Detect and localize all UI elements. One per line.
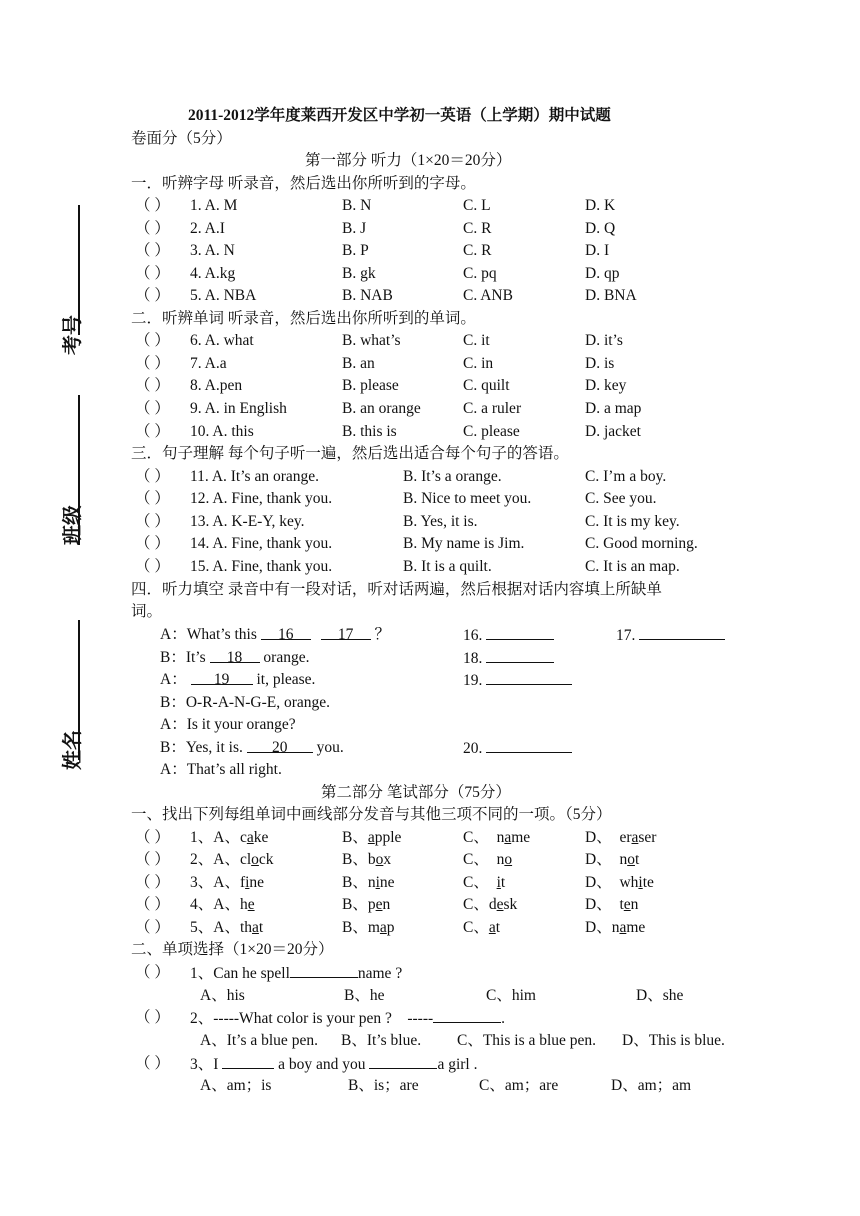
answer-18[interactable]: 18. xyxy=(463,648,554,669)
blank-16[interactable]: 16 xyxy=(261,625,311,640)
dialogue-line: A：Is it your orange? xyxy=(160,716,296,733)
part2-section2-heading: 二、单项选择（1×20＝20分） xyxy=(131,941,334,958)
score-line: 卷面分（5分） xyxy=(131,130,232,147)
part1-heading: 第一部分 听力（1×20＝20分） xyxy=(305,152,512,169)
answer-20[interactable]: 20. xyxy=(463,738,572,759)
blank-19[interactable]: 19 xyxy=(191,670,253,685)
section4-heading-cont: 词。 xyxy=(131,603,163,620)
answer-16[interactable]: 16. xyxy=(463,625,554,646)
dialogue-line: A： 19 it, please. xyxy=(160,671,316,688)
dialogue-line: B：Yes, it is. 20 you. xyxy=(160,739,344,756)
answer-17[interactable]: 17. xyxy=(616,625,725,646)
section4-heading: 四．听力填空 录音中有一段对话，听对话两遍，然后根据对话内容填上所缺单 xyxy=(131,581,662,598)
part2-section1-heading: 一、找出下列每组单词中画线部分发音与其他三项不同的一项。（5分） xyxy=(131,806,612,823)
section2-heading: 二．听辨单词 听录音，然后选出你所听到的单词。 xyxy=(131,310,476,327)
blank-18[interactable]: 18 xyxy=(210,648,260,663)
dialogue-line: A：That’s all right. xyxy=(160,761,282,778)
section3-heading: 三．句子理解 每个句子听一遍，然后选出适合每个句子的答语。 xyxy=(131,445,569,462)
dialogue-line: B：O-R-A-N-G-E, orange. xyxy=(160,694,331,711)
answer-19[interactable]: 19. xyxy=(463,670,572,691)
blank-17[interactable]: 17 xyxy=(321,625,371,640)
dialogue-line: A：What’s this 16 17 ？ xyxy=(160,626,391,643)
section1-heading: 一．听辨字母 听录音，然后选出你所听到的字母。 xyxy=(131,175,476,192)
page-title: 2011-2012学年度莱西开发区中学初一英语（上学期）期中试题 xyxy=(188,107,611,124)
dialogue-line: B：It’s 18 orange. xyxy=(160,649,310,666)
part2-heading: 第二部分 笔试部分（75分） xyxy=(321,784,511,801)
blank-20[interactable]: 20 xyxy=(247,738,313,753)
